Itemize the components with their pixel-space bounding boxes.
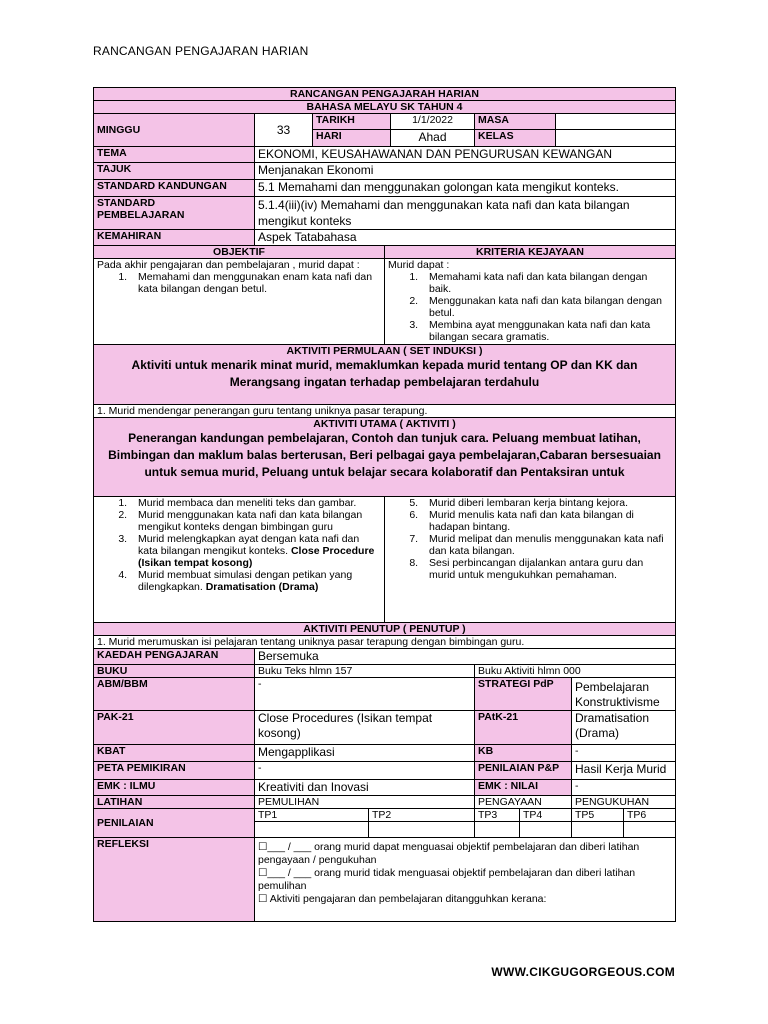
kbat-value: Mengapplikasi [255,745,475,762]
standard-pembelajaran-label-2: PEMBELAJARAN [97,209,185,221]
tp1-cell [255,822,369,838]
kelas-label: KELAS [475,130,556,147]
standard-kandungan-value: 5.1 Memahami dan menggunakan golongan kata mengikut konteks. [255,180,676,197]
objektif-header: OBJEKTIF [94,246,385,259]
strategi-label: STRATEGI PdP [475,678,572,711]
buku-teks: Buku Teks hlmn 157 [255,665,475,678]
refleksi-line: ☐ Aktiviti pengajaran dan pembelajaran ditangguhkan kerana: [258,893,547,905]
tema-label: TEMA [94,147,255,163]
utama-item: 2. Murid menggunakan kata nafi dan kata bilangan mengikut konteks dengan bimbingan guru [130,509,381,533]
tema-value: EKONOMI, KEUSAHAWANAN DAN PENGURUSAN KEWANGAN [255,147,676,163]
tp2-label: TP2 [369,809,475,822]
utama-right-cell [385,497,676,623]
utama-item: 3. Murid melengkapkan ayat dengan kata nafi dan kata bilangan mengikut konteks. Close Procedure (Isikan tempat kosong) [130,533,381,569]
permulaan-item: 1. Murid mendengar penerangan guru tentang uniknya pasar terapung. [94,405,676,418]
minggu-label: MINGGU [94,114,255,147]
utama-item: 7. Murid melipat dan menulis menggunakan kata nafi dan kata bilangan. [421,533,672,557]
latihan-pengayaan: PENGAYAAN [475,796,572,809]
abm-label: ABM/BBM [94,678,255,711]
hari-label: HARI [313,130,391,147]
peta-pemikiran-label: PETA PEMIKIRAN [94,762,255,780]
emk-ilmu-value: Kreativiti dan Inovasi [255,780,475,796]
masa-label: MASA [475,114,556,130]
latihan-pemulihan: PEMULIHAN [255,796,475,809]
standard-kandungan-label: STANDARD KANDUNGAN [94,180,255,197]
penutup-item: 1. Murid merumuskan isi pelajaran tentang uniknya pasar terapung dengan bimbingan guru. [94,636,676,649]
footer-url: WWW.CIKGUGORGEOUS.COM [491,965,675,979]
pak21-value: Close Procedures (Isikan tempat kosong) [255,711,475,745]
objektif-cell [94,259,385,345]
tp4-label: TP4 [520,809,572,822]
standard-pembelajaran-value: 5.1.4(iii)(iv) Memahami dan menggunakan kata nafi dan kata bilangan mengikut konteks [255,197,676,230]
pak21-label: PAK-21 [94,711,255,745]
kriteria-intro: Murid dapat : [388,259,450,271]
standard-pembelajaran-label-1: STANDARD [97,197,156,209]
latihan-pengukuhan: PENGUKUHAN [572,796,676,809]
kaedah-label: KAEDAH PENGAJARAN [94,649,255,665]
buku-label: BUKU [94,665,255,678]
utama-left-cell [94,497,385,623]
emk-ilmu-label: EMK : ILMU [94,780,255,796]
tp6-label: TP6 [624,809,676,822]
patk21-value: Dramatisation (Drama) [572,711,676,745]
minggu-value: 33 [255,114,313,147]
penutup-header: AKTIVITI PENUTUP ( PENUTUP ) [94,623,676,636]
kemahiran-label: KEMAHIRAN [94,230,255,246]
kemahiran-value: Aspek Tatabahasa [255,230,676,246]
emk-nilai-label: EMK : NILAI [475,780,572,796]
abm-value: - [255,678,475,711]
kbat-label: KBAT [94,745,255,762]
utama-description: Penerangan kandungan pembelajaran, Contoh dan tunjuk cara. Peluang membuat latihan, Bimbingan dan maklum balas berterusan, Beri pelbagai gaya pembelajaran,Cabaran bersesuaian untuk semua murid, Peluang untuk belajar secara kolaboratif dan Pentaksiran untuk [108,431,661,479]
masa-value [556,114,676,130]
tp3-cell [475,822,520,838]
strategi-value: Pembelajaran Konstruktivisme [572,678,676,711]
utama-item: 4. Murid membuat simulasi dengan petikan yang dilengkapkan. Dramatisation (Drama) [130,569,381,593]
tp2-cell [369,822,475,838]
document-header: RANCANGAN PENGAJARAN HARIAN [93,44,309,58]
refleksi-label: REFLEKSI [94,838,255,922]
objektif-intro: Pada akhir pengajaran dan pembelajaran , murid dapat : [97,259,360,271]
penilaian-pp-label: PENILAIAN P&P [475,762,572,780]
penilaian-pp-value: Hasil Kerja Murid [572,762,676,780]
refleksi-line: ☐___ / ___ orang murid tidak menguasai objektif pembelajaran dan diberi latihan pemulihan [258,867,636,892]
tarikh-label: TARIKH [313,114,391,130]
emk-nilai-value: - [572,780,676,796]
kriteria-cell [385,259,676,345]
kriteria-item: 3. Membina ayat menggunakan kata nafi dan kata bilangan secara gramatis. [421,319,672,343]
tp5-label: TP5 [572,809,624,822]
kb-value: - [572,745,676,762]
peta-pemikiran-value: - [255,762,475,780]
kriteria-header: KRITERIA KEJAYAAN [385,246,676,259]
objektif-item: 1. Memahami dan menggunakan enam kata nafi dan kata bilangan dengan betul. [130,271,381,295]
refleksi-line: ☐___ / ___ orang murid dapat menguasai objektif pembelajaran dan diberi latihan pengayaan / pengukuhan [258,841,640,866]
hari-value: Ahad [391,130,475,147]
plan-title: RANCANGAN PENGAJARAH HARIAN [94,88,676,101]
tajuk-value: Menjanakan Ekonomi [255,163,676,180]
latihan-label: LATIHAN [94,796,255,809]
utama-item: 8. Sesi perbincangan dijalankan antara guru dan murid untuk mengukuhkan pemahaman. [421,557,672,581]
utama-header: AKTIVITI UTAMA ( AKTIVITI ) [313,418,456,430]
utama-item: 5. Murid diberi lembaran kerja bintang kejora. [421,497,672,509]
penilaian-label: PENILAIAN [94,809,255,838]
kriteria-item: 1. Memahami kata nafi dan kata bilangan dengan baik. [421,271,672,295]
tarikh-value: 1/1/2022 [391,114,475,130]
tp5-cell [572,822,624,838]
tp6-cell [624,822,676,838]
tp1-label: TP1 [255,809,369,822]
kaedah-value: Bersemuka [255,649,676,665]
tajuk-label: TAJUK [94,163,255,180]
permulaan-description: Aktiviti untuk menarik minat murid, memaklumkan kepada murid tentang OP dan KK dan Merangsang ingatan terhadap pembelajaran terdahulu [131,358,638,389]
kelas-value [556,130,676,147]
tp3-label: TP3 [475,809,520,822]
kriteria-item: 2. Menggunakan kata nafi dan kata bilangan dengan betul. [421,295,672,319]
patk21-label: PAtK-21 [475,711,572,745]
kb-label: KB [475,745,572,762]
utama-item: 6. Murid menulis kata nafi dan kata bilangan di hadapan bintang. [421,509,672,533]
refleksi-cell [255,838,676,922]
permulaan-header: AKTIVITI PERMULAAN ( SET INDUKSI ) [286,345,483,357]
tp4-cell [520,822,572,838]
subject-title: BAHASA MELAYU SK TAHUN 4 [94,101,676,114]
buku-aktiviti: Buku Aktiviti hlmn 000 [475,665,676,678]
lesson-plan-table [93,87,676,922]
utama-item: 1. Murid membaca dan meneliti teks dan gambar. [130,497,381,509]
